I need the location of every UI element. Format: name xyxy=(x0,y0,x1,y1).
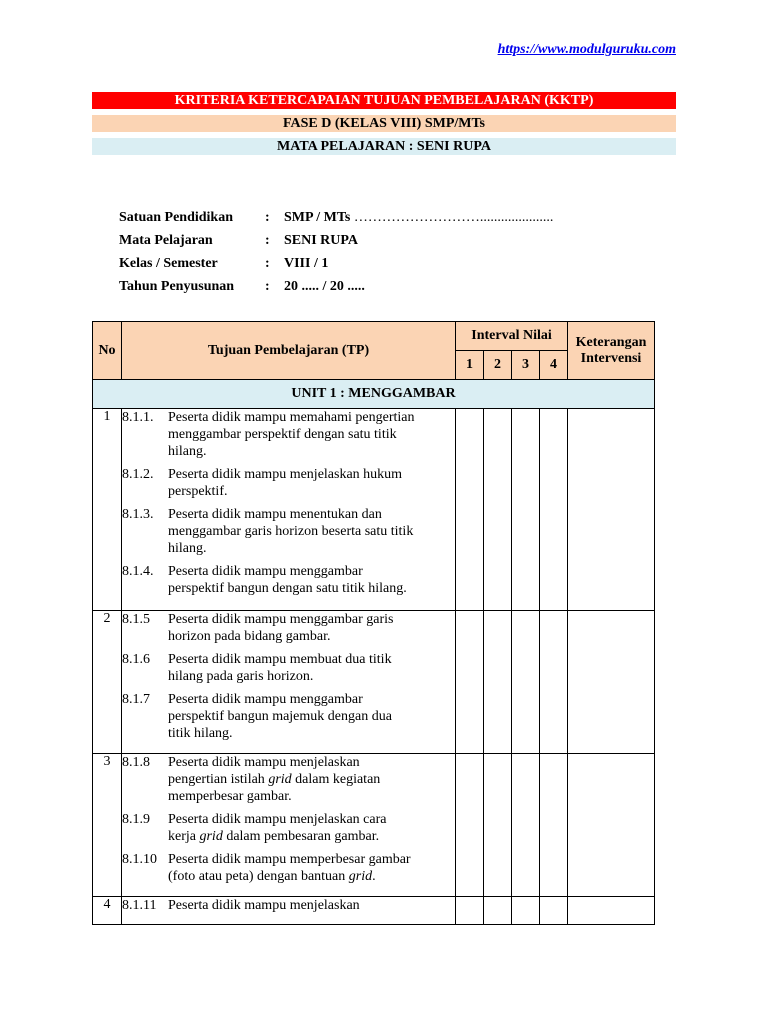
interval-4-cell[interactable] xyxy=(540,611,568,754)
tp-text: Peserta didik mampu menentukan dan xyxy=(168,507,382,522)
tp-item xyxy=(122,851,455,885)
tp-item xyxy=(122,506,455,557)
info-key: Satuan Pendidikan xyxy=(119,209,233,225)
tp-item xyxy=(122,466,455,500)
tp-first-line xyxy=(122,466,455,483)
interval-4: 4 xyxy=(540,351,568,380)
info-row-mapel xyxy=(119,229,553,252)
tp-first-line xyxy=(122,851,455,868)
interval-2-cell[interactable] xyxy=(484,611,512,754)
table-row xyxy=(93,754,655,897)
row-number: 1 xyxy=(93,409,122,611)
tp-text: Peserta didik mampu membuat dua titik xyxy=(168,652,392,667)
header-no: No xyxy=(93,322,122,380)
interval-1-cell[interactable] xyxy=(456,897,484,925)
tp-code: 8.1.7 xyxy=(122,692,150,707)
table-row xyxy=(93,409,655,611)
info-dots: ………………………..................... xyxy=(350,209,554,225)
keterangan-cell[interactable] xyxy=(568,409,655,611)
info-row-tahun xyxy=(119,275,553,298)
tp-cell xyxy=(122,754,456,897)
interval-3-cell[interactable] xyxy=(512,611,540,754)
tp-cell xyxy=(122,897,456,925)
table-row xyxy=(93,897,655,925)
tp-first-line xyxy=(122,563,455,580)
tp-code: 8.1.5 xyxy=(122,612,150,627)
tp-first-line xyxy=(122,897,455,914)
info-separator: : xyxy=(265,278,270,294)
interval-3: 3 xyxy=(512,351,540,380)
tp-continuation: perspektif bangun dengan satu titik hilang. xyxy=(168,581,407,596)
tp-code: 8.1.11 xyxy=(122,898,157,913)
tp-text: Peserta didik mampu memahami pengertian xyxy=(168,410,415,425)
grid-term: grid xyxy=(199,829,223,844)
tp-code: 8.1.3. xyxy=(122,507,154,522)
identity-info xyxy=(119,206,553,298)
interval-4-cell[interactable] xyxy=(540,754,568,897)
interval-1-cell[interactable] xyxy=(456,611,484,754)
tp-continuation: titik hilang. xyxy=(168,726,233,741)
info-value: VIII / 1 xyxy=(284,255,329,271)
interval-4-cell[interactable] xyxy=(540,409,568,611)
info-separator: : xyxy=(265,255,270,271)
tp-continuation: menggambar perspektif dengan satu titik xyxy=(168,427,397,442)
tp-continuation: (foto atau peta) dengan bantuan grid. xyxy=(168,869,376,884)
interval-3-cell[interactable] xyxy=(512,409,540,611)
tp-item xyxy=(122,611,455,645)
keterangan-cell[interactable] xyxy=(568,754,655,897)
info-row-kelas xyxy=(119,252,553,275)
row-number: 2 xyxy=(93,611,122,754)
info-separator: : xyxy=(265,209,270,225)
interval-3-cell[interactable] xyxy=(512,754,540,897)
tp-text: Peserta didik mampu menjelaskan cara xyxy=(168,812,387,827)
row-number: 3 xyxy=(93,754,122,897)
interval-4-cell[interactable] xyxy=(540,897,568,925)
tp-continuation: menggambar garis horizon beserta satu titik xyxy=(168,524,414,539)
tp-text: Peserta didik mampu menjelaskan hukum xyxy=(168,467,403,482)
tp-first-line xyxy=(122,409,455,426)
tp-continuation: pengertian istilah grid dalam kegiatan xyxy=(168,772,381,787)
tp-text: Peserta didik mampu menggambar xyxy=(168,564,363,579)
keterangan-cell[interactable] xyxy=(568,611,655,754)
tp-text: Peserta didik mampu menggambar xyxy=(168,692,363,707)
tp-item xyxy=(122,897,455,914)
interval-2: 2 xyxy=(484,351,512,380)
tp-code: 8.1.6 xyxy=(122,652,150,667)
interval-2-cell[interactable] xyxy=(484,897,512,925)
grid-term: grid xyxy=(268,772,292,787)
header-keterangan: Keterangan Intervensi xyxy=(568,322,655,380)
row-number: 4 xyxy=(93,897,122,925)
tp-code: 8.1.4. xyxy=(122,564,154,579)
tp-first-line xyxy=(122,651,455,668)
tp-item xyxy=(122,754,455,805)
tp-continuation: hilang pada garis horizon. xyxy=(168,669,314,684)
tp-code: 8.1.1. xyxy=(122,410,154,425)
tp-code: 8.1.8 xyxy=(122,755,150,770)
tp-continuation: perspektif bangun majemuk dengan dua xyxy=(168,709,392,724)
phase-subtitle: FASE D (KELAS VIII) SMP/MTs xyxy=(92,115,676,132)
tp-item xyxy=(122,811,455,845)
tp-first-line xyxy=(122,754,455,771)
info-key: Tahun Penyusunan xyxy=(119,278,235,294)
tp-item xyxy=(122,651,455,685)
header-interval: Interval Nilai xyxy=(456,322,568,351)
header-tp: Tujuan Pembelajaran (TP) xyxy=(122,322,456,380)
tp-continuation: memperbesar gambar. xyxy=(168,789,292,804)
tp-first-line xyxy=(122,691,455,708)
tp-continuation: horizon pada bidang gambar. xyxy=(168,629,331,644)
tp-code: 8.1.2. xyxy=(122,467,154,482)
tp-cell xyxy=(122,611,456,754)
info-key: Mata Pelajaran xyxy=(119,232,213,248)
interval-3-cell[interactable] xyxy=(512,897,540,925)
unit-title: UNIT 1 : MENGGAMBAR xyxy=(93,380,655,409)
info-value: 20 ..... / 20 ..... xyxy=(284,278,365,294)
interval-2-cell[interactable] xyxy=(484,409,512,611)
tp-first-line xyxy=(122,611,455,628)
interval-1: 1 xyxy=(456,351,484,380)
tp-first-line xyxy=(122,811,455,828)
tp-item xyxy=(122,563,455,597)
tp-continuation: kerja grid dalam pembesaran gambar. xyxy=(168,829,380,844)
interval-1-cell[interactable] xyxy=(456,754,484,897)
interval-2-cell[interactable] xyxy=(484,754,512,897)
info-value xyxy=(284,210,553,226)
subject-subtitle: MATA PELAJARAN : SENI RUPA xyxy=(92,138,676,155)
info-row-satuan xyxy=(119,206,553,229)
info-value: SENI RUPA xyxy=(284,232,359,248)
tp-first-line xyxy=(122,506,455,523)
tp-code: 8.1.9 xyxy=(122,812,150,827)
tp-text: Peserta didik mampu memperbesar gambar xyxy=(168,852,411,867)
tp-text: Peserta didik mampu menggambar garis xyxy=(168,612,394,627)
keterangan-cell[interactable] xyxy=(568,897,655,925)
website-link[interactable]: https://www.modulguruku.com xyxy=(497,42,676,57)
interval-1-cell[interactable] xyxy=(456,409,484,611)
tp-continuation: hilang. xyxy=(168,444,207,459)
info-key: Kelas / Semester xyxy=(119,255,218,271)
table-row xyxy=(93,611,655,754)
info-value-text: SMP / MTs xyxy=(284,209,351,225)
info-separator: : xyxy=(265,232,270,248)
kktp-table xyxy=(92,321,655,925)
tp-continuation: hilang. xyxy=(168,541,207,556)
document-title: KRITERIA KETERCAPAIAN TUJUAN PEMBELAJARAN (KKTP) xyxy=(92,92,676,109)
grid-term: grid xyxy=(348,869,373,884)
tp-item xyxy=(122,409,455,460)
tp-cell xyxy=(122,409,456,611)
tp-code: 8.1.10 xyxy=(122,852,157,867)
tp-text: Peserta didik mampu menjelaskan xyxy=(168,755,360,770)
tp-item xyxy=(122,691,455,742)
tp-continuation: perspektif. xyxy=(168,484,228,499)
tp-text: Peserta didik mampu menjelaskan xyxy=(168,898,360,913)
